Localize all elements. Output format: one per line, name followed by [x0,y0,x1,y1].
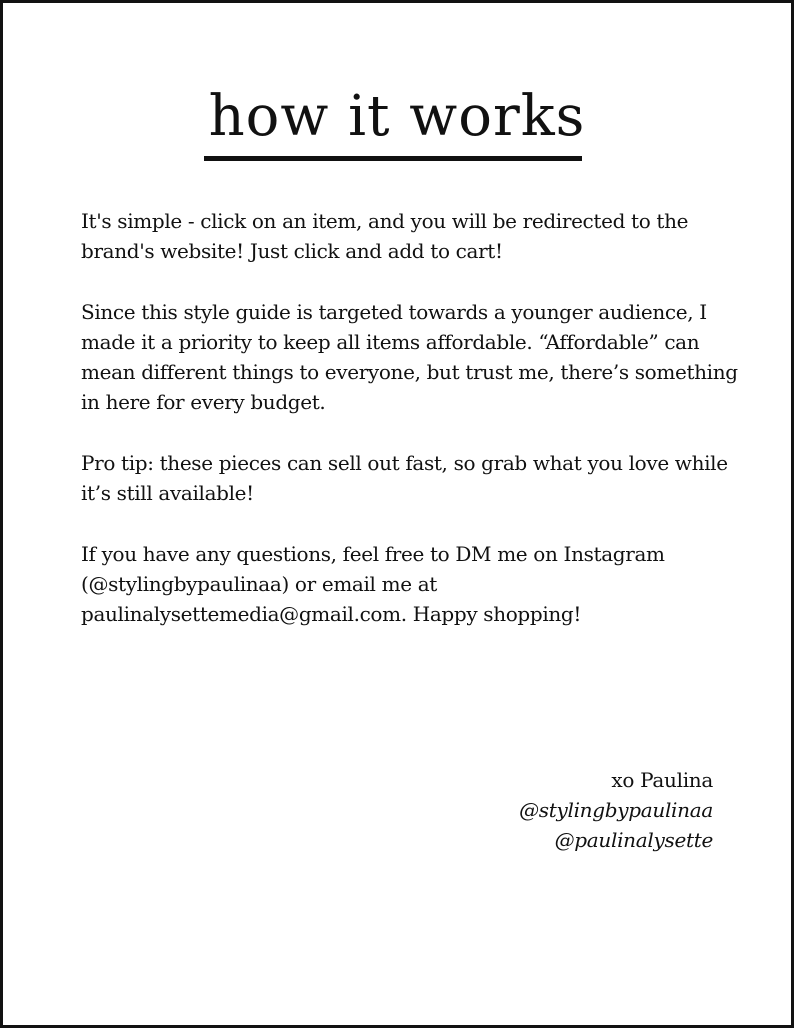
paragraph-affordability: Since this style guide is targeted towards a younger audience, I made it a priority to keep all items affordable. “Affordable” can mean different things to everyone, but trust me, there’s something in here for every budget. [81,300,738,414]
body-text [81,206,741,660]
paragraph-intro: It's simple - click on an item, and you will be redirected to the brand's website! Just click and add to cart! [81,209,689,263]
signature [373,765,713,855]
signoff: xo Paulina [611,768,713,792]
page-title: how it works [208,84,586,149]
instagram-handle-styling: @stylingbypaulinaa [519,798,713,822]
paragraph-contact: If you have any questions, feel free to DM me on Instagram (@stylingbypaulinaa) or email me at paulinalysettemedia@gmail.com. Happy shopping! [81,542,665,626]
title-underline [204,156,582,161]
instagram-handle-personal: @paulinalysette [554,828,713,852]
paragraph-pro-tip: Pro tip: these pieces can sell out fast, so grab what you love while it’s still available! [81,451,728,505]
title-container [3,81,791,153]
